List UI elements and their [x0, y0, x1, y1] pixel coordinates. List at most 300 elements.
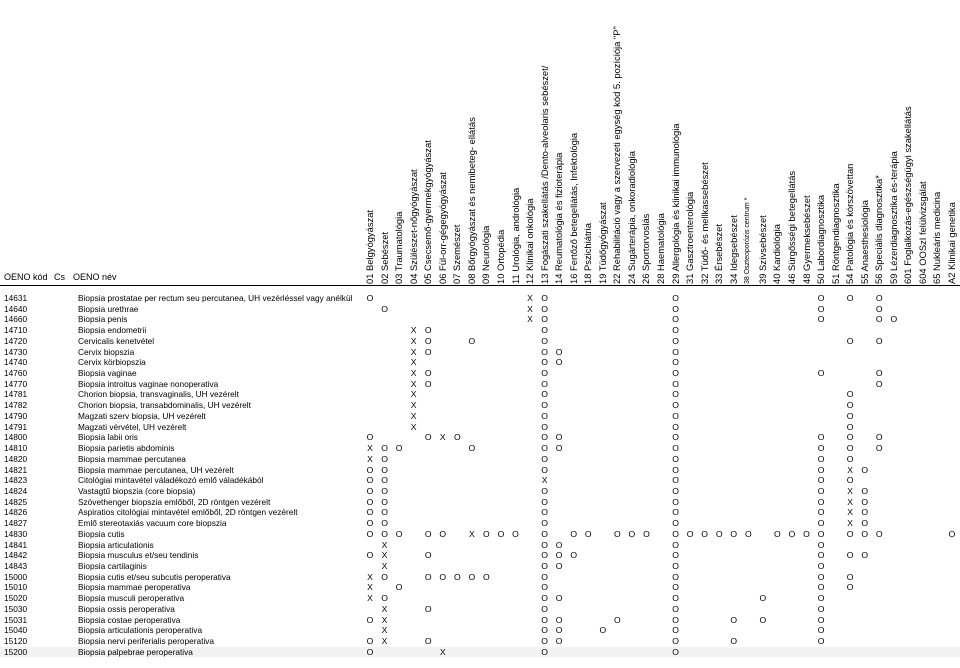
- table-row: [0, 400, 960, 411]
- row-code: 14830: [4, 528, 28, 539]
- column-header: 29 Allergológia és klinikai immunológia: [669, 123, 681, 284]
- cell-mark: O: [497, 528, 505, 539]
- cell-mark: O: [541, 603, 548, 614]
- cell-mark: X: [381, 636, 388, 647]
- cell-mark: O: [541, 410, 548, 421]
- table-row: [0, 357, 960, 368]
- cell-mark: O: [424, 335, 432, 346]
- row-code: 14843: [4, 561, 28, 571]
- cell-mark: O: [817, 625, 825, 636]
- cell-mark: O: [555, 593, 563, 604]
- column-header: 604 OOSzI felülvizsgálat: [916, 181, 928, 284]
- cell-mark: O: [672, 625, 679, 636]
- cell-mark: O: [512, 528, 519, 539]
- cell-mark: X: [527, 293, 533, 303]
- cell-mark: O: [846, 443, 854, 454]
- cell-mark: O: [817, 582, 825, 593]
- cell-mark: O: [366, 550, 374, 561]
- cell-mark: O: [672, 614, 679, 625]
- cell-mark: X: [410, 400, 417, 411]
- column-header: 14 Reumatológia és fizioterápia: [553, 152, 565, 284]
- row-name: Biopsia articulationis peroperativa: [78, 625, 203, 636]
- table-row: [0, 293, 960, 304]
- cell-mark: O: [672, 378, 679, 389]
- cell-mark: X: [410, 378, 417, 389]
- cell-mark: O: [366, 496, 374, 507]
- row-name: Cervicalis kenetvétel: [78, 335, 155, 346]
- row-name: Citológiai mintavétel váladékozó emlő váladékából: [78, 475, 264, 486]
- row-name: Emlő stereotaxiás vacuum core biopszia: [78, 518, 227, 529]
- row-code: 15000: [4, 571, 28, 582]
- row-code: 15200: [4, 646, 28, 657]
- cell-mark: O: [541, 421, 548, 432]
- cell-mark: O: [846, 550, 854, 561]
- cell-mark: X: [381, 603, 388, 614]
- row-code: 14821: [4, 464, 28, 475]
- cell-mark: O: [730, 636, 738, 647]
- row-name: Biopsia penis: [78, 314, 128, 325]
- header-cs: Cs: [54, 272, 65, 282]
- cell-mark: O: [366, 518, 374, 529]
- column-header: 10 Ortopédia: [494, 229, 506, 284]
- cell-mark: X: [847, 518, 853, 529]
- cell-mark: O: [817, 518, 825, 529]
- column-header: 01 Belgyógyászat: [364, 209, 375, 284]
- cell-mark: O: [381, 507, 388, 518]
- cell-mark: O: [730, 528, 738, 539]
- cell-mark: O: [861, 496, 869, 507]
- table-row: [0, 368, 960, 379]
- cell-mark: O: [817, 368, 825, 379]
- cell-mark: O: [541, 485, 548, 496]
- row-name: Cervix körbiopszia: [78, 357, 146, 368]
- row-code: 15120: [4, 636, 28, 647]
- row-code: 14640: [4, 303, 28, 314]
- table-row: [0, 529, 960, 540]
- cell-mark: O: [788, 528, 796, 539]
- cell-mark: O: [555, 561, 563, 571]
- table-row: [0, 465, 960, 476]
- cell-mark: O: [817, 603, 825, 614]
- cell-mark: O: [541, 432, 548, 443]
- table-row: [0, 422, 960, 433]
- column-header: 16 Fertőző betegellátás, Infektológia: [567, 132, 579, 284]
- cell-mark: O: [555, 550, 563, 561]
- cell-mark: O: [817, 314, 825, 325]
- cell-mark: O: [424, 378, 432, 389]
- cell-mark: O: [817, 614, 825, 625]
- cell-mark: O: [861, 464, 869, 475]
- cell-mark: O: [439, 528, 447, 539]
- cell-mark: O: [584, 528, 592, 539]
- cell-mark: X: [367, 582, 373, 593]
- table-row: [0, 486, 960, 497]
- row-code: 14800: [4, 432, 28, 443]
- cell-mark: O: [817, 464, 825, 475]
- cell-mark: O: [817, 496, 825, 507]
- cell-mark: O: [555, 614, 563, 625]
- cell-mark: O: [541, 443, 548, 454]
- cell-mark: O: [672, 475, 679, 486]
- cell-mark: X: [410, 368, 417, 379]
- column-header: 06 Fül-orr-gégegyógyászat: [436, 171, 448, 284]
- cell-mark: O: [366, 507, 374, 518]
- cell-mark: O: [541, 389, 548, 400]
- row-name: Biopsia labii oris: [78, 432, 138, 443]
- cell-mark: O: [672, 357, 679, 368]
- cell-mark: X: [527, 303, 533, 314]
- cell-mark: O: [672, 335, 679, 346]
- table-row: [0, 593, 960, 604]
- row-name: Biopsia cartilaginis: [78, 561, 147, 571]
- cell-mark: O: [672, 453, 679, 464]
- cell-mark: O: [817, 475, 825, 486]
- cell-mark: O: [846, 410, 854, 421]
- row-name: Szövethenger biopszia emlőből, 2D röntgen vezérelt: [78, 496, 271, 507]
- column-header: 55 Anaesthesiológia: [858, 200, 870, 284]
- column-header: 34 Idegsebészet: [727, 215, 739, 284]
- cell-mark: O: [846, 293, 854, 303]
- cell-mark: O: [672, 410, 679, 421]
- cell-mark: O: [948, 528, 956, 539]
- row-name: Aspiratios citológiai mintavétel emlőből, 2D röntgen vezérelt: [78, 507, 298, 518]
- cell-mark: O: [599, 625, 607, 636]
- cell-mark: O: [672, 421, 679, 432]
- table-row: [0, 497, 960, 508]
- cell-mark: O: [672, 636, 679, 647]
- row-code: 14824: [4, 485, 28, 496]
- cell-mark: O: [541, 561, 548, 571]
- cell-mark: O: [861, 550, 869, 561]
- cell-mark: O: [846, 432, 854, 443]
- row-code: 14770: [4, 378, 28, 389]
- cell-mark: O: [541, 636, 548, 647]
- column-header: 32 Tüdő- és mellkassebészet: [698, 162, 710, 284]
- row-name: Chorion biopsia, transabdominalis, UH vezérelt: [78, 400, 251, 411]
- row-name: Biopsia musculus et/seu tendinis: [78, 550, 199, 561]
- cell-mark: O: [541, 325, 548, 336]
- cell-mark: O: [541, 496, 548, 507]
- cell-mark: O: [875, 378, 883, 389]
- cell-mark: O: [774, 528, 781, 539]
- cell-mark: O: [541, 539, 548, 550]
- row-name: Magzati szerv biopsia, UH vezérelt: [78, 410, 206, 421]
- table-row: [0, 314, 960, 325]
- cell-mark: O: [541, 518, 548, 529]
- column-header: 13 Fogászati szakellátás /Dento-alveolaris sebészet/: [538, 65, 550, 284]
- row-code: 14827: [4, 518, 28, 529]
- cell-mark: O: [395, 528, 403, 539]
- cell-mark: O: [672, 325, 679, 336]
- cell-mark: O: [614, 528, 621, 539]
- cell-mark: O: [672, 346, 679, 357]
- cell-mark: O: [861, 528, 869, 539]
- row-name: Biopsia introitus vaginae nonoperativa: [78, 378, 219, 389]
- cell-mark: O: [381, 496, 388, 507]
- table-row: [0, 347, 960, 358]
- table-row: [0, 561, 960, 572]
- cell-mark: O: [541, 582, 548, 593]
- row-code: 14810: [4, 443, 28, 454]
- header-code: OENO kód: [4, 272, 48, 282]
- column-header: 04 Szülészet-nőgyógyászat: [407, 169, 419, 284]
- cell-mark: X: [410, 410, 417, 421]
- cell-mark: O: [395, 582, 403, 593]
- cell-mark: O: [541, 528, 548, 539]
- cell-mark: O: [541, 378, 548, 389]
- row-name: Biopsia cutis: [78, 528, 125, 539]
- cell-mark: O: [672, 368, 679, 379]
- column-header: 22 Rehabilitáció vagy a szervezeti egység kód 5. pozíciója "P": [611, 26, 623, 284]
- cell-mark: O: [672, 400, 679, 411]
- row-name: Biopsia parietis abdominis: [78, 443, 175, 454]
- cell-mark: O: [541, 368, 548, 379]
- cell-mark: O: [672, 561, 679, 571]
- cell-mark: O: [672, 507, 679, 518]
- table-row: [0, 507, 960, 518]
- cell-mark: O: [890, 314, 898, 325]
- cell-mark: O: [817, 636, 825, 647]
- column-header: 40 Kardiológia: [771, 224, 783, 284]
- cell-mark: X: [410, 346, 417, 357]
- table-row: [0, 540, 960, 551]
- cell-mark: O: [817, 593, 825, 604]
- cell-mark: O: [541, 550, 548, 561]
- cell-mark: O: [817, 303, 825, 314]
- row-name: Biopsia ossis peroperativa: [78, 603, 175, 614]
- table-row: [0, 572, 960, 583]
- cell-mark: O: [395, 443, 403, 454]
- cell-mark: O: [672, 443, 679, 454]
- cell-mark: O: [875, 314, 883, 325]
- cell-mark: O: [381, 475, 388, 486]
- column-header: 38 Oszteoporózis centrum *: [744, 197, 752, 284]
- cell-mark: O: [672, 432, 679, 443]
- table-row: [0, 518, 960, 529]
- cell-mark: O: [381, 485, 388, 496]
- row-code: 15010: [4, 582, 28, 593]
- cell-mark: O: [541, 453, 548, 464]
- cell-mark: O: [846, 582, 854, 593]
- row-name: Biopsia endometrii: [78, 325, 147, 336]
- cell-mark: O: [468, 335, 476, 346]
- column-header: 18 Pszichiátria: [582, 223, 594, 284]
- cell-mark: O: [672, 582, 679, 593]
- row-code: 14760: [4, 368, 28, 379]
- cell-mark: O: [541, 464, 548, 475]
- cell-mark: X: [847, 496, 853, 507]
- cell-mark: O: [759, 614, 767, 625]
- cell-mark: X: [847, 464, 853, 475]
- cell-mark: X: [541, 475, 548, 486]
- table-row: [0, 550, 960, 561]
- cell-mark: X: [410, 357, 417, 368]
- cell-mark: O: [817, 550, 825, 561]
- cell-mark: O: [366, 475, 374, 486]
- cell-mark: O: [424, 550, 432, 561]
- row-code: 14781: [4, 389, 28, 400]
- cell-mark: X: [468, 528, 475, 539]
- cell-mark: O: [366, 432, 374, 443]
- row-name: Biopsia palpebrae peroperativa: [78, 646, 193, 657]
- cell-mark: O: [555, 539, 563, 550]
- table-row: [0, 615, 960, 626]
- cell-mark: O: [672, 550, 679, 561]
- cell-mark: X: [847, 485, 853, 496]
- cell-mark: O: [672, 293, 679, 303]
- column-header: 08 Bőrgyógyászat és nemibeteg- ellátás: [465, 117, 477, 284]
- cell-mark: O: [424, 346, 432, 357]
- cell-mark: X: [439, 646, 446, 657]
- column-header: 59 Lézerdiagnosztika és-terápia: [887, 151, 899, 284]
- column-header: 56 Speciális diagnosztika*: [873, 175, 885, 284]
- cell-mark: O: [541, 314, 548, 325]
- cell-mark: O: [846, 475, 854, 486]
- column-header: 09 Neurológia: [480, 225, 492, 284]
- cell-mark: X: [381, 550, 388, 561]
- cell-mark: X: [367, 593, 373, 604]
- cell-mark: O: [468, 443, 476, 454]
- cell-mark: O: [672, 539, 679, 550]
- row-name: Vastagtű biopszia (core biopsia): [78, 485, 196, 496]
- column-header: 46 Sürgősségi betegellátás: [785, 170, 797, 284]
- column-header: 601 Foglalkozás-egészségügyi szakellátás: [902, 106, 914, 284]
- cell-mark: X: [439, 432, 446, 443]
- row-code: 14791: [4, 421, 28, 432]
- cell-mark: O: [672, 603, 679, 614]
- cell-mark: O: [541, 346, 548, 357]
- cell-mark: O: [366, 636, 374, 647]
- column-header: 28 Haematológia: [655, 213, 666, 284]
- cell-mark: X: [847, 507, 853, 518]
- cell-mark: X: [381, 625, 388, 636]
- column-header: 51 Röntgendiagnosztika: [829, 183, 841, 284]
- cell-mark: O: [875, 443, 883, 454]
- cell-mark: O: [555, 625, 563, 636]
- cell-mark: O: [817, 432, 825, 443]
- column-header: 02 Sebészet: [378, 231, 390, 284]
- cell-mark: O: [846, 389, 854, 400]
- cell-mark: X: [410, 325, 417, 336]
- cell-mark: O: [730, 614, 738, 625]
- column-header: A2 Klinikai genetika: [946, 202, 957, 284]
- cell-mark: O: [817, 539, 825, 550]
- cell-mark: O: [672, 485, 679, 496]
- row-name: Biopsia cutis et/seu subcutis peroperativa: [78, 571, 231, 582]
- cell-mark: O: [672, 528, 679, 539]
- table-row: [0, 411, 960, 422]
- table-row: [0, 304, 960, 315]
- cell-mark: O: [672, 303, 679, 314]
- row-code: 14841: [4, 539, 28, 550]
- cell-mark: O: [424, 636, 432, 647]
- cell-mark: X: [367, 443, 373, 454]
- cell-mark: O: [555, 432, 563, 443]
- cell-mark: O: [817, 571, 825, 582]
- cell-mark: O: [744, 528, 752, 539]
- cell-mark: O: [541, 646, 548, 657]
- cell-mark: O: [672, 496, 679, 507]
- cell-mark: O: [541, 357, 548, 368]
- table-row: [0, 647, 960, 658]
- row-name: Biopsia vaginae: [78, 368, 137, 379]
- cell-mark: O: [366, 646, 374, 657]
- column-header: 24 Sugárterápia, onkoradiológia: [625, 151, 637, 284]
- row-code: 14660: [4, 314, 28, 325]
- cell-mark: O: [381, 443, 388, 454]
- table-row: [0, 336, 960, 347]
- row-name: Biopsia mammae peroperativa: [78, 582, 191, 593]
- cell-mark: O: [643, 528, 650, 539]
- column-header: 12 Klinikai onkológia: [524, 198, 536, 284]
- column-header: 26 Sportorvoslás: [640, 213, 652, 284]
- cell-mark: X: [381, 539, 388, 550]
- table-row: [0, 379, 960, 390]
- row-name: Cervix biopszia: [78, 346, 135, 357]
- column-header: 19 Tüdőgyógyászat: [596, 202, 608, 284]
- cell-mark: O: [628, 528, 636, 539]
- cell-mark: O: [439, 571, 447, 582]
- cell-mark: O: [846, 571, 854, 582]
- cell-mark: O: [861, 485, 869, 496]
- table-row: [0, 389, 960, 400]
- row-code: 14631: [4, 293, 28, 303]
- row-code: 14730: [4, 346, 28, 357]
- cell-mark: O: [366, 485, 374, 496]
- row-code: 14782: [4, 400, 28, 411]
- column-header: 48 Gyermeksebészet: [800, 195, 812, 284]
- cell-mark: O: [875, 528, 883, 539]
- cell-mark: O: [541, 293, 548, 303]
- cell-mark: O: [366, 614, 374, 625]
- row-code: 15040: [4, 625, 28, 636]
- cell-mark: O: [817, 485, 825, 496]
- cell-mark: O: [541, 571, 548, 582]
- cell-mark: O: [672, 646, 679, 657]
- row-name: Biopsia mammae percutanea, UH vezérelt: [78, 464, 234, 475]
- cell-mark: X: [410, 421, 417, 432]
- cell-mark: O: [483, 571, 490, 582]
- cell-mark: O: [453, 571, 461, 582]
- cell-mark: O: [817, 293, 825, 303]
- row-name: Biopsia mammae percutanea: [78, 453, 186, 464]
- column-header: 05 Csecsemő-gyermekgyógyászat: [422, 140, 434, 284]
- table-row: [0, 432, 960, 443]
- row-name: Chorion biopsia, transvaginalis, UH vezérelt: [78, 389, 239, 400]
- row-code: 14710: [4, 325, 28, 336]
- row-name: Biopsia articulationis: [78, 539, 154, 550]
- row-name: Biopsia costae peroperativa: [78, 614, 181, 625]
- cell-mark: X: [527, 314, 533, 325]
- row-name: Biopsia urethrae: [78, 303, 139, 314]
- cell-mark: O: [846, 400, 854, 411]
- column-header: 11 Urológia, andrológia: [509, 187, 521, 284]
- cell-mark: O: [555, 443, 563, 454]
- cell-mark: X: [381, 614, 388, 625]
- cell-mark: O: [875, 303, 883, 314]
- row-name: Biopsia musculi peroperativa: [78, 593, 185, 604]
- cell-mark: O: [846, 453, 854, 464]
- cell-mark: O: [570, 550, 578, 561]
- cell-mark: O: [453, 432, 461, 443]
- row-code: 14720: [4, 335, 28, 346]
- row-name: Biopsia prostatae per rectum seu percutanea, UH vezérléssel vagy anélkül: [78, 293, 353, 303]
- cell-mark: O: [875, 368, 883, 379]
- cell-mark: O: [381, 303, 388, 314]
- cell-mark: O: [381, 518, 388, 529]
- cell-mark: O: [424, 325, 432, 336]
- column-header: 03 Traumatológia: [393, 211, 405, 284]
